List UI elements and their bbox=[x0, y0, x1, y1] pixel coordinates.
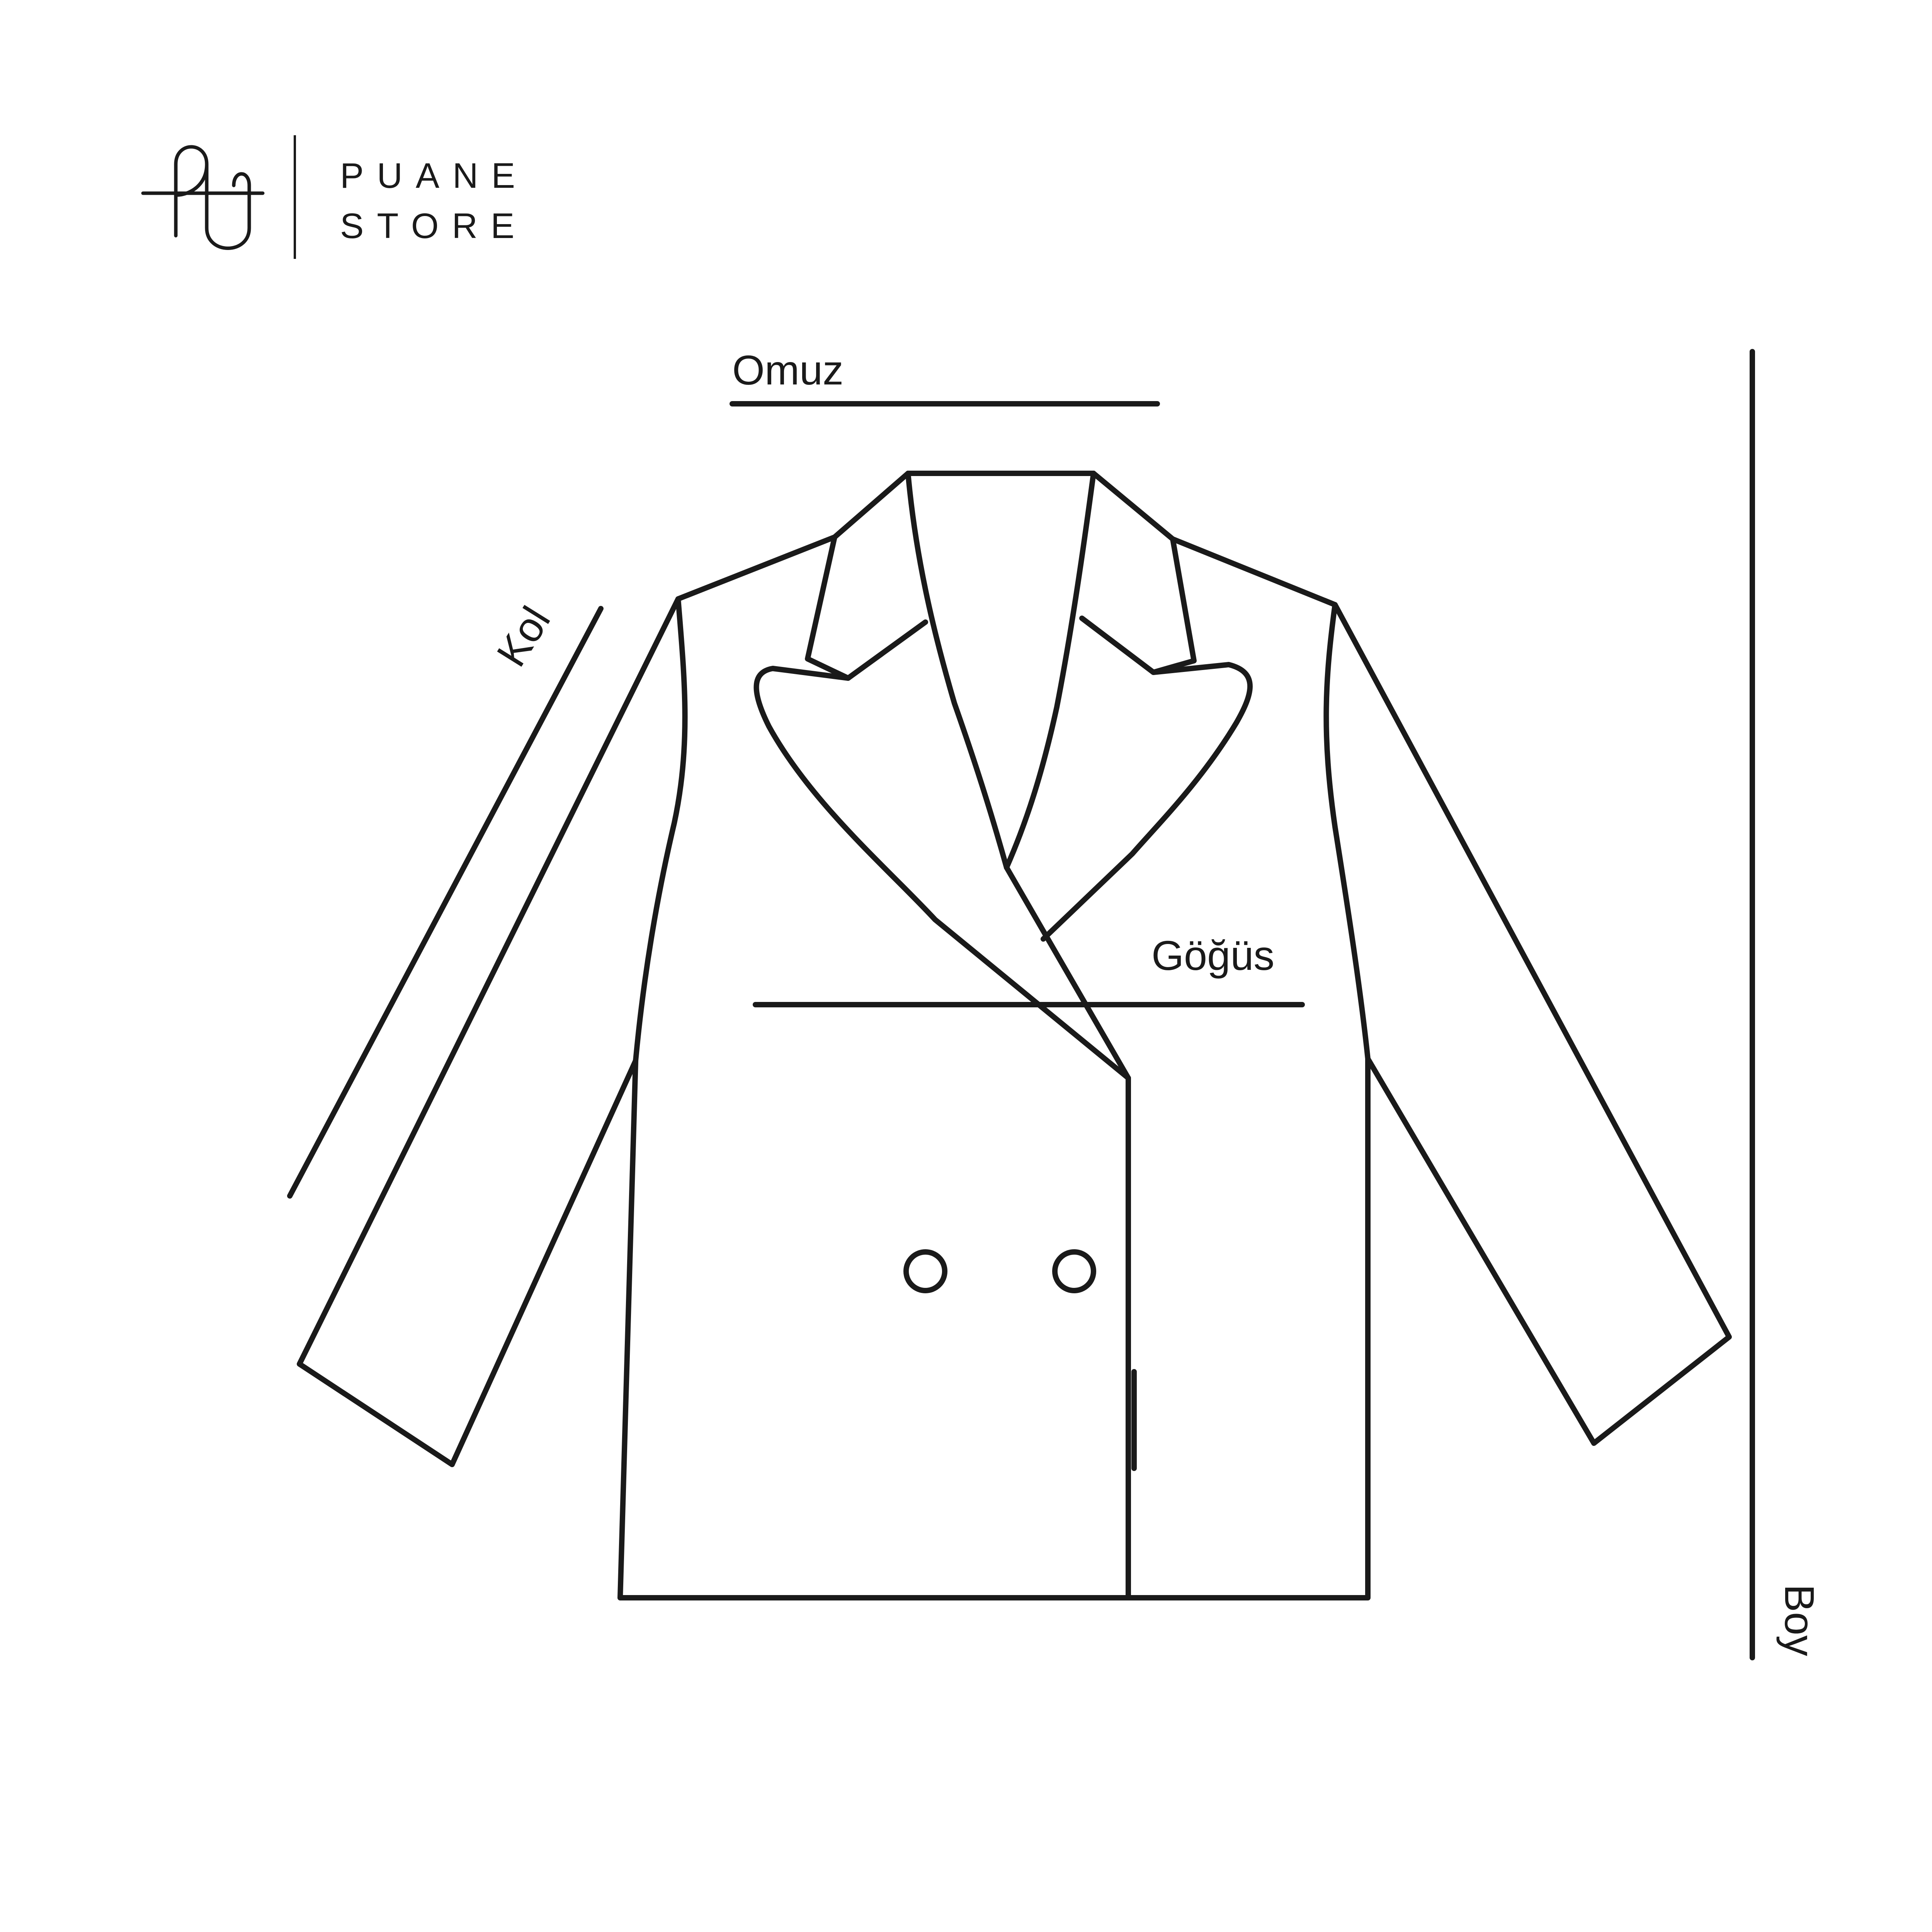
right-sleeve bbox=[1335, 605, 1729, 1443]
left-lapel bbox=[757, 668, 1129, 1078]
sleeve-label: Kol bbox=[487, 598, 560, 675]
button-right bbox=[1055, 1252, 1094, 1291]
button-left bbox=[906, 1252, 945, 1291]
neckline-left bbox=[908, 473, 1007, 867]
jacket-outline bbox=[620, 473, 1368, 1598]
sleeve-measure-line bbox=[290, 609, 601, 1196]
brand-line-1: PUANE bbox=[340, 156, 528, 196]
right-collar bbox=[1082, 539, 1194, 672]
chest-label: Göğüs bbox=[1151, 932, 1275, 979]
left-collar bbox=[808, 537, 925, 678]
right-lapel bbox=[1043, 665, 1250, 939]
left-sleeve bbox=[299, 599, 678, 1464]
shoulder-label: Omuz bbox=[732, 347, 844, 393]
length-label: Boy bbox=[1776, 1584, 1823, 1656]
brand-line-2: STORE bbox=[340, 206, 528, 246]
neckline-right bbox=[1007, 473, 1094, 867]
